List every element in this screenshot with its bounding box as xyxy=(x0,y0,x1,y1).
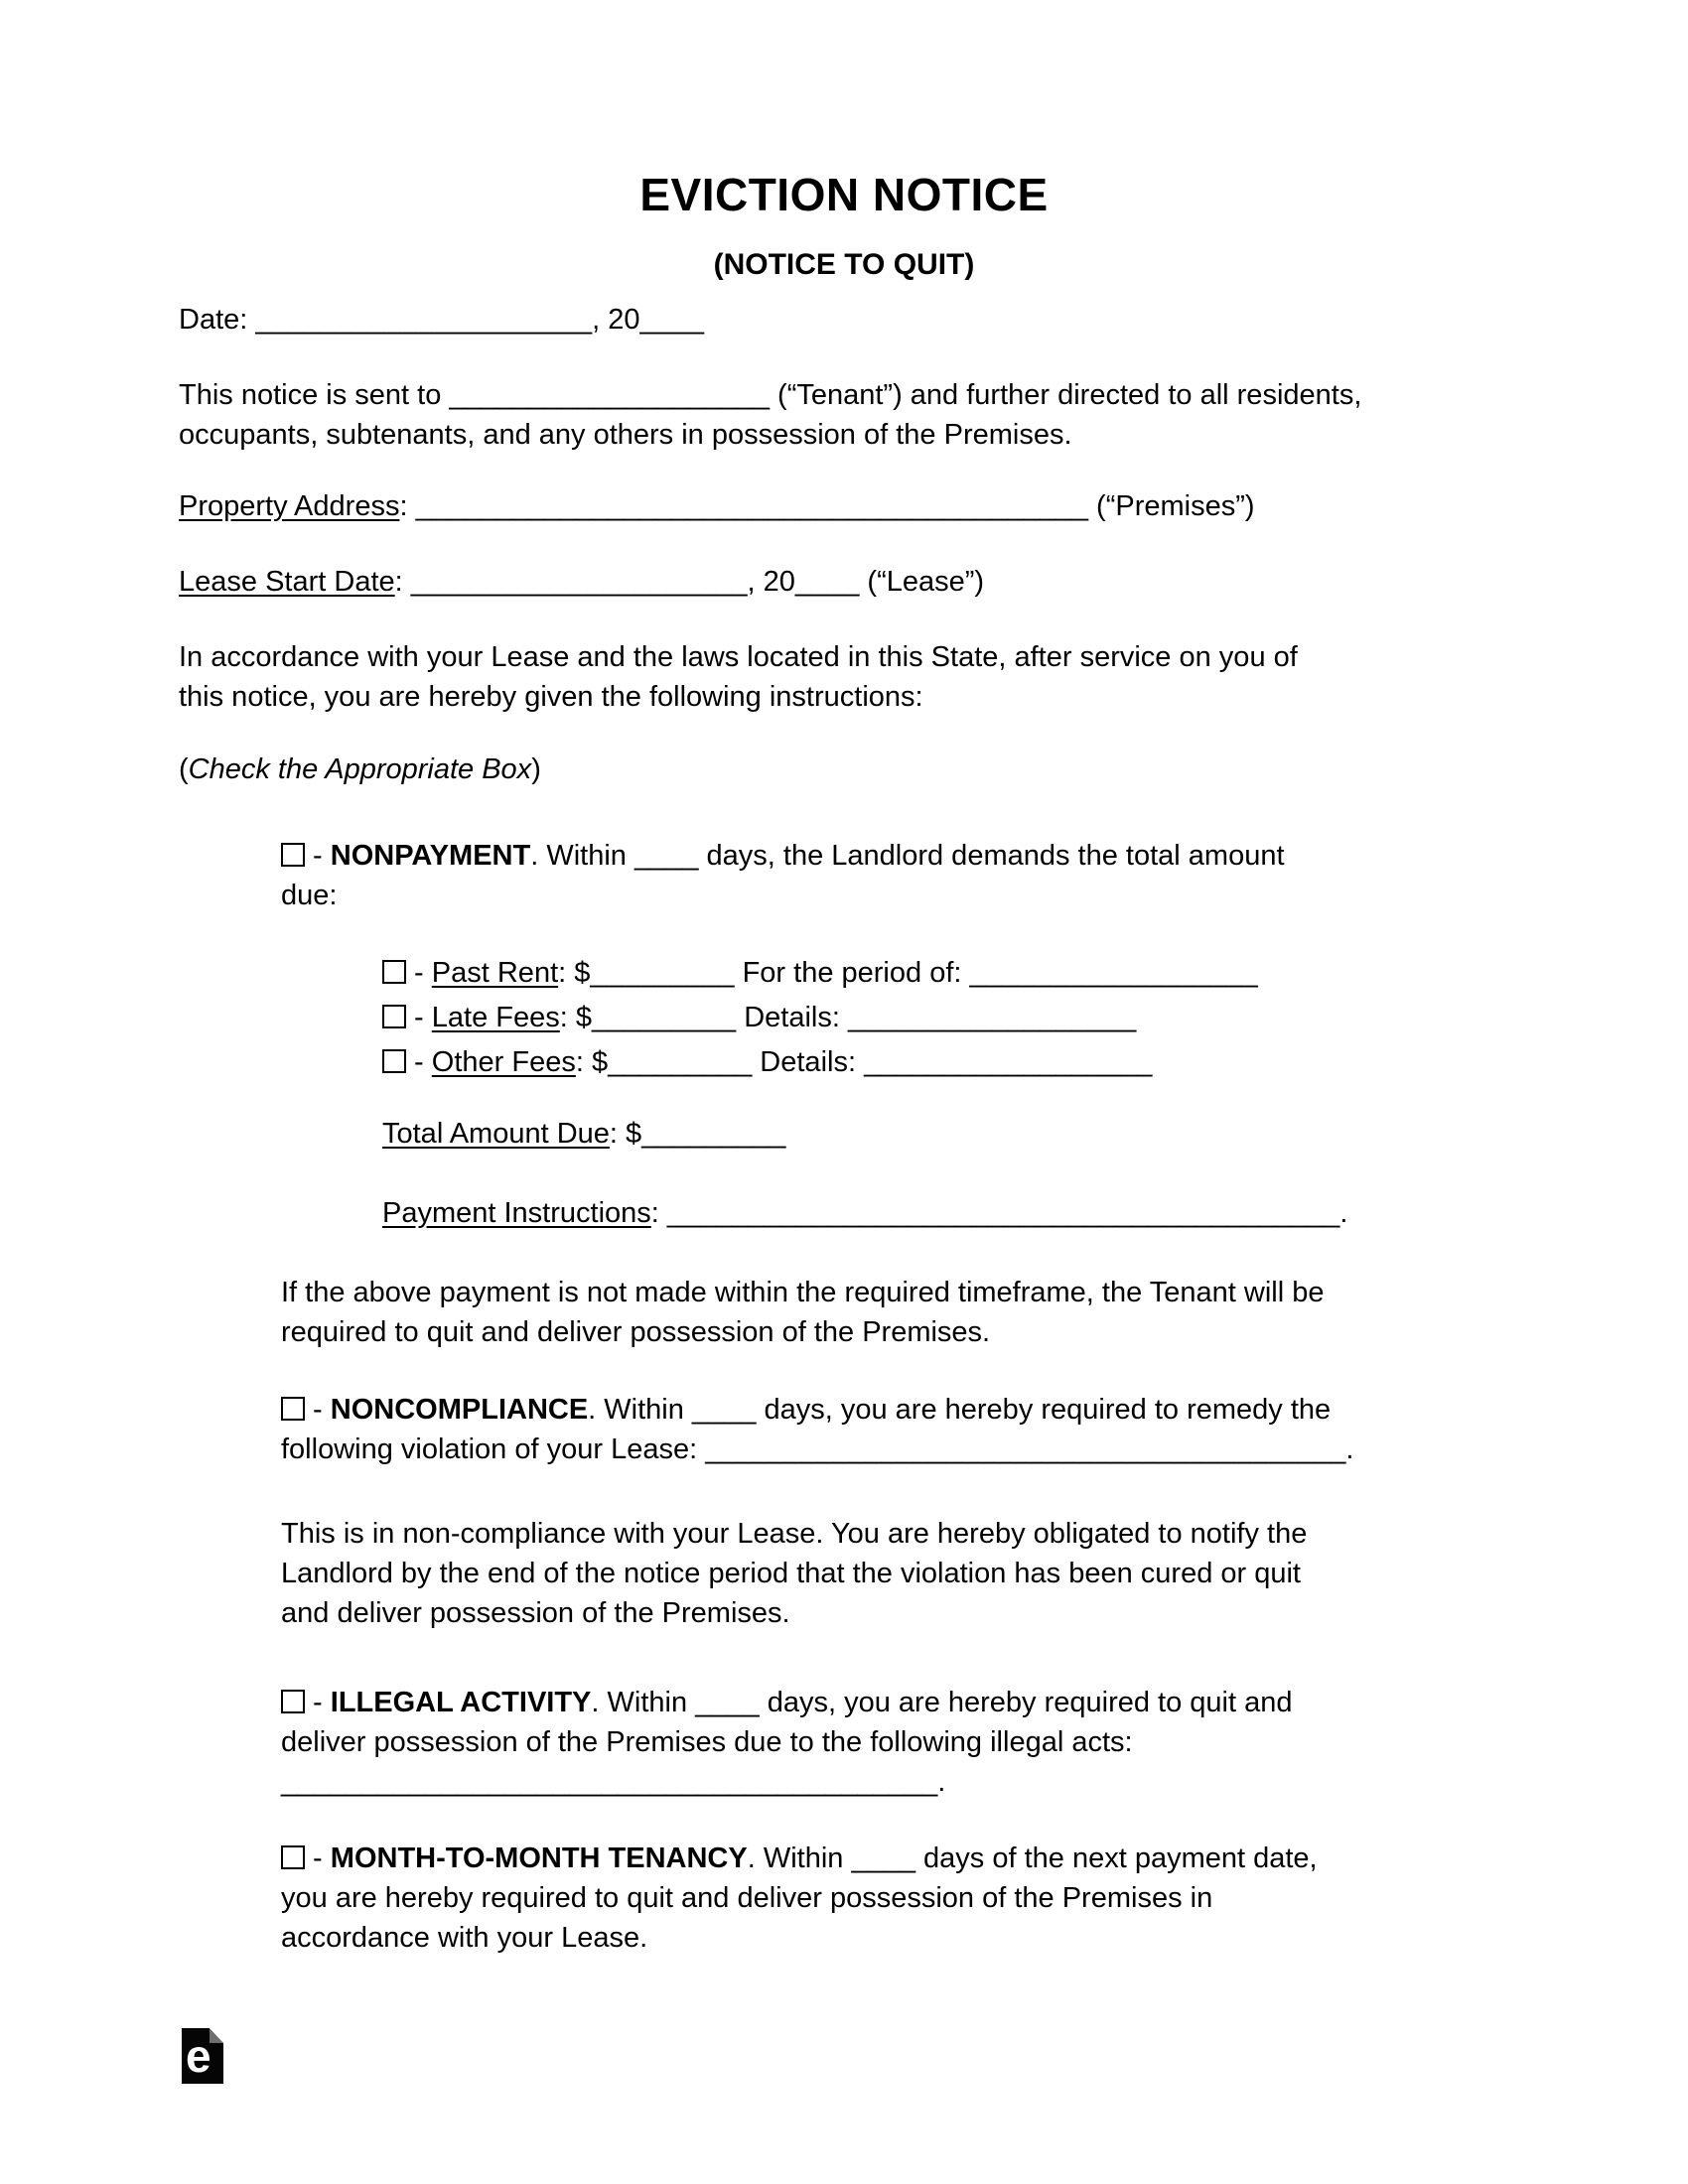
violation-field[interactable]: ________________________________________ xyxy=(705,1433,1346,1465)
past-rent-checkbox[interactable] xyxy=(382,960,406,984)
noncompliance-note-1: This is in non-compliance with your Lease. You are hereby obligated to notify the xyxy=(281,1518,1308,1550)
noncompliance-text-2: following violation of your Lease: xyxy=(281,1433,706,1465)
illegal-activity-dash: - xyxy=(305,1687,331,1718)
property-address-colon: : xyxy=(399,490,416,522)
late-fees-label: Late Fees xyxy=(431,1002,560,1033)
check-note-text: Check the Appropriate Box xyxy=(188,753,532,785)
illegal-acts-field[interactable]: _________________________________________ xyxy=(281,1766,938,1798)
past-rent-item xyxy=(382,951,1509,996)
past-rent-dash: - xyxy=(406,957,432,989)
total-amount-colon: : $ xyxy=(609,1118,642,1150)
date-year-field[interactable]: ____ xyxy=(639,304,704,336)
nonpayment-dash: - xyxy=(305,840,331,872)
other-fees-colon: : $ xyxy=(575,1046,609,1078)
total-amount-label: Total Amount Due xyxy=(382,1118,610,1150)
other-fees-details-label: Details: xyxy=(752,1046,865,1078)
payment-instructions-period: . xyxy=(1339,1197,1348,1229)
month-to-month-text-2: you are hereby required to quit and deliver possession of the Premises in xyxy=(281,1882,1213,1914)
premises-text: (“Premises”) xyxy=(1087,490,1255,522)
late-fees-details-field[interactable]: __________________ xyxy=(848,1002,1137,1033)
noncompliance-section xyxy=(281,1390,1509,1469)
nonpayment-items xyxy=(382,951,1509,1085)
date-year-prefix: , 20 xyxy=(592,304,640,336)
noncompliance-note-paragraph xyxy=(281,1514,1509,1633)
property-address-label: Property Address xyxy=(179,490,400,522)
noncompliance-note-3: and deliver possession of the Premises. xyxy=(281,1597,790,1629)
total-amount-field[interactable]: _________ xyxy=(641,1118,786,1150)
lease-start-line xyxy=(179,562,1509,602)
illegal-activity-period: . xyxy=(937,1766,946,1798)
month-to-month-section xyxy=(281,1839,1509,1958)
nonpayment-note-paragraph xyxy=(281,1273,1509,1352)
late-fees-dash: - xyxy=(406,1002,432,1033)
eforms-logo-letter: e xyxy=(186,2030,211,2082)
late-fees-checkbox[interactable] xyxy=(382,1005,406,1028)
check-note-open-paren: ( xyxy=(179,753,189,785)
noncompliance-text-1: . Within ____ days, you are hereby required to remedy the xyxy=(588,1394,1332,1426)
payment-instructions-colon: : xyxy=(650,1197,667,1229)
month-to-month-title: MONTH-TO-MONTH TENANCY xyxy=(330,1843,748,1874)
lease-start-label: Lease Start Date xyxy=(179,566,395,598)
noncompliance-checkbox[interactable] xyxy=(281,1397,305,1421)
payment-instructions-label: Payment Instructions xyxy=(382,1197,651,1229)
lease-start-colon: : xyxy=(394,566,411,598)
past-rent-amount-field[interactable]: _________ xyxy=(590,957,735,989)
notice-sent-paragraph xyxy=(179,375,1509,455)
month-to-month-dash: - xyxy=(305,1843,331,1874)
past-rent-colon: : $ xyxy=(558,957,591,989)
nonpayment-text-2: due: xyxy=(281,880,338,911)
page-title: EVICTION NOTICE xyxy=(639,169,1049,220)
past-rent-label: Past Rent xyxy=(431,957,559,989)
past-rent-period-field[interactable]: __________________ xyxy=(969,957,1258,989)
nonpayment-text-1: . Within ____ days, the Landlord demands the total amount xyxy=(530,840,1285,872)
month-to-month-text-1: . Within ____ days of the next payment date, xyxy=(747,1843,1318,1874)
property-address-line xyxy=(179,486,1509,526)
accordance-text-1: In accordance with your Lease and the laws located in this State, after service on you of xyxy=(179,641,1298,673)
nonpayment-note-2: required to quit and deliver possession of the Premises. xyxy=(281,1316,991,1348)
past-rent-period-label: For the period of: xyxy=(734,957,970,989)
accordance-paragraph xyxy=(179,637,1509,717)
sent-text-1: This notice is sent to xyxy=(179,379,450,411)
noncompliance-period: . xyxy=(1345,1433,1354,1465)
nonpayment-note-1: If the above payment is not made within the required timeframe, the Tenant will be xyxy=(281,1277,1325,1308)
payment-instructions-line xyxy=(382,1193,1509,1233)
page-subtitle: (NOTICE TO QUIT) xyxy=(713,248,975,281)
illegal-activity-text-1: . Within ____ days, you are hereby required to quit and xyxy=(591,1687,1293,1718)
total-amount-line xyxy=(382,1114,1509,1154)
date-line xyxy=(179,300,1509,340)
illegal-activity-section xyxy=(281,1683,1509,1802)
check-box-note xyxy=(179,750,1509,789)
nonpayment-checkbox[interactable] xyxy=(281,843,305,867)
lease-start-field[interactable]: _____________________ xyxy=(410,566,748,598)
late-fees-item xyxy=(382,996,1509,1040)
nonpayment-title: NONPAYMENT xyxy=(330,840,531,872)
sent-text-2: (“Tenant”) and further directed to all residents, xyxy=(769,379,1362,411)
other-fees-checkbox[interactable] xyxy=(382,1049,406,1073)
property-address-field[interactable]: __________________________________________ xyxy=(415,490,1088,522)
other-fees-item xyxy=(382,1040,1509,1085)
month-to-month-text-3: accordance with your Lease. xyxy=(281,1922,648,1954)
lease-text: (“Lease”) xyxy=(859,566,985,598)
other-fees-label: Other Fees xyxy=(431,1046,576,1078)
noncompliance-title: NONCOMPLIANCE xyxy=(330,1394,589,1426)
accordance-text-2: this notice, you are hereby given the following instructions: xyxy=(179,681,923,713)
eforms-logo xyxy=(182,2028,223,2084)
late-fees-details-label: Details: xyxy=(736,1002,848,1033)
nonpayment-section xyxy=(281,836,1509,915)
date-field[interactable]: _____________________ xyxy=(255,304,593,336)
date-label: Date: xyxy=(179,304,256,336)
other-fees-amount-field[interactable]: _________ xyxy=(608,1046,753,1078)
other-fees-details-field[interactable]: __________________ xyxy=(864,1046,1153,1078)
late-fees-amount-field[interactable]: _________ xyxy=(592,1002,737,1033)
illegal-activity-text-2: deliver possession of the Premises due to the following illegal acts: xyxy=(281,1726,1133,1758)
tenant-name-field[interactable]: ____________________ xyxy=(449,379,770,411)
late-fees-colon: : $ xyxy=(559,1002,593,1033)
check-note-close-paren: ) xyxy=(531,753,541,785)
payment-instructions-field[interactable]: __________________________________________ xyxy=(666,1197,1340,1229)
other-fees-dash: - xyxy=(406,1046,432,1078)
noncompliance-note-2: Landlord by the end of the notice period that the violation has been cured or quit xyxy=(281,1558,1301,1589)
lease-year-prefix: , 20 xyxy=(747,566,795,598)
month-to-month-checkbox[interactable] xyxy=(281,1845,305,1869)
noncompliance-dash: - xyxy=(305,1394,331,1426)
illegal-activity-title: ILLEGAL ACTIVITY xyxy=(330,1687,592,1718)
illegal-activity-checkbox[interactable] xyxy=(281,1690,305,1713)
lease-year-field[interactable]: ____ xyxy=(794,566,860,598)
sent-text-3: occupants, subtenants, and any others in possession of the Premises. xyxy=(179,419,1072,451)
